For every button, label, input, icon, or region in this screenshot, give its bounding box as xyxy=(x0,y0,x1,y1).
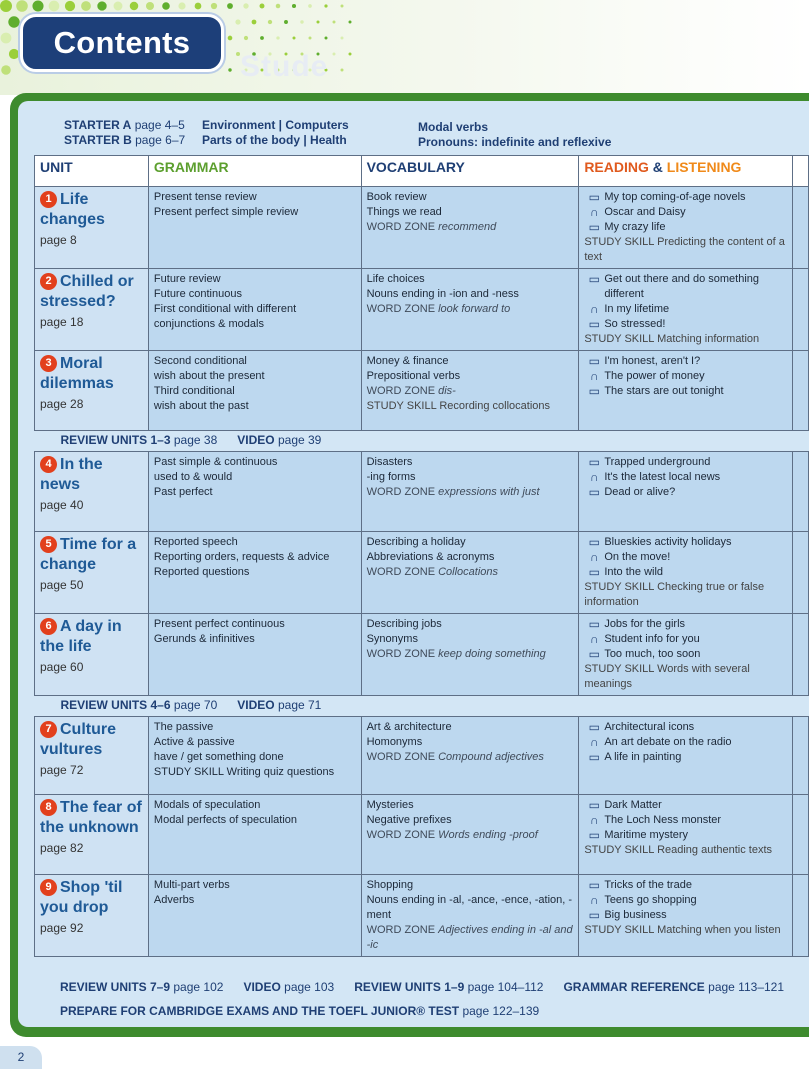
column-header-grammar: GRAMMAR xyxy=(148,156,361,187)
unit-row-5 xyxy=(35,532,809,614)
rl-item xyxy=(584,617,787,632)
rl-item xyxy=(584,190,787,205)
reading-listening-cell xyxy=(579,269,793,351)
grammar-item: Modal perfects of speculation xyxy=(153,814,298,826)
video-page: page 103 xyxy=(284,980,335,994)
vocabulary-cell xyxy=(361,875,579,957)
unit-row-6 xyxy=(35,614,809,696)
rl-title: Oscar and Daisy xyxy=(604,206,686,218)
word-zone-label: WORD ZONE xyxy=(366,486,436,498)
rl-item xyxy=(584,485,787,500)
starter-a-topics: Environment | Computers xyxy=(202,118,349,132)
unit-number-badge: 2 xyxy=(40,273,57,290)
grammar-item: Present perfect simple review xyxy=(153,206,299,218)
vocabulary-item: Things we read xyxy=(366,206,442,218)
rl-title: Tricks of the trade xyxy=(604,879,692,891)
video-label: VIDEO xyxy=(243,980,281,994)
book-icon: ▭ xyxy=(588,617,600,631)
unit-title xyxy=(40,272,143,312)
rl-title: Into the wild xyxy=(604,566,664,578)
study-skill: STUDY SKILL Reading authentic texts xyxy=(584,844,773,856)
video-label: VIDEO xyxy=(237,433,275,447)
grammar-item: Modals of speculation xyxy=(153,799,261,811)
rl-title: So stressed! xyxy=(604,318,666,330)
word-zone xyxy=(367,828,574,843)
vocabulary-item: Life choices xyxy=(366,273,425,285)
unit-cell xyxy=(35,452,149,532)
unit-title-text: Culture vultures xyxy=(40,721,116,758)
headphones-icon: ∩ xyxy=(590,735,599,749)
listening-label: LISTENING xyxy=(666,159,742,175)
rl-title: Dead or alive? xyxy=(604,486,676,498)
column-header-reading-listening xyxy=(579,156,793,187)
reading-label: READING xyxy=(584,159,649,175)
rl-title: Architectural icons xyxy=(604,721,695,733)
word-zone-label: WORD ZONE xyxy=(366,648,436,660)
word-zone-label: WORD ZONE xyxy=(366,221,436,233)
vocabulary-item: Art & architecture xyxy=(366,721,452,733)
starter-b-label: STARTER B xyxy=(64,133,132,147)
reading-listening-cell xyxy=(579,351,793,431)
rl-item xyxy=(584,470,787,485)
review-row-1 xyxy=(35,696,809,717)
rl-item xyxy=(584,220,787,235)
book-icon: ▭ xyxy=(588,878,600,892)
exam-prep-row xyxy=(60,1004,539,1018)
rl-item xyxy=(584,384,787,399)
rl-title: On the move! xyxy=(604,551,671,563)
rl-title: It's the latest local news xyxy=(604,471,721,483)
book-icon: ▭ xyxy=(588,798,600,812)
extra-column-cell xyxy=(793,351,809,431)
book-icon: ▭ xyxy=(588,647,600,661)
word-zone-label: WORD ZONE xyxy=(366,303,436,315)
book-icon: ▭ xyxy=(588,190,600,204)
extra-column-cell xyxy=(793,795,809,875)
word-zone xyxy=(367,923,574,953)
unit-title-text: The fear of the unknown xyxy=(40,799,142,836)
word-zone-text: expressions with just xyxy=(438,486,540,498)
unit-cell xyxy=(35,795,149,875)
rl-item xyxy=(584,535,787,550)
unit-page: page 82 xyxy=(40,841,84,855)
extra-column-cell xyxy=(793,614,809,696)
unit-title xyxy=(40,617,143,657)
reading-listening-cell xyxy=(579,614,793,696)
exam-prep-page: page 122–139 xyxy=(462,1004,540,1018)
grammar-item: wish about the past xyxy=(153,400,249,412)
vocabulary-item: -ing forms xyxy=(366,471,416,483)
vocabulary-item: Describing a holiday xyxy=(366,536,466,548)
rl-title: Dark Matter xyxy=(604,799,662,811)
rl-title: My crazy life xyxy=(604,221,666,233)
grammar-item: Third conditional xyxy=(153,385,235,397)
study-skill: STUDY SKILL Matching when you listen xyxy=(584,924,781,936)
extra-column-cell xyxy=(793,187,809,269)
word-zone-text: Collocations xyxy=(438,566,499,578)
unit-title-text: Life changes xyxy=(40,191,105,228)
starter-b-page: page 6–7 xyxy=(135,133,186,147)
grammar-item: Present perfect continuous xyxy=(153,618,285,630)
review-cell xyxy=(35,431,809,452)
rl-title: Jobs for the girls xyxy=(604,618,686,630)
reading-listening-cell xyxy=(579,532,793,614)
starter-b xyxy=(64,133,185,148)
rl-title: Too much, too soon xyxy=(604,648,701,660)
book-icon: ▭ xyxy=(588,720,600,734)
unit-row-3 xyxy=(35,351,809,431)
unit-title-text: Shop 'til you drop xyxy=(40,879,123,916)
vocabulary-item: Negative prefixes xyxy=(366,814,452,826)
rl-title: Maritime mystery xyxy=(604,829,689,841)
rl-item xyxy=(584,272,787,302)
vocabulary-item: Mysteries xyxy=(366,799,414,811)
unit-cell xyxy=(35,269,149,351)
rl-title: I'm honest, aren't I? xyxy=(604,355,701,367)
rl-title: An art debate on the radio xyxy=(604,736,732,748)
vocabulary-item: Shopping xyxy=(366,879,414,891)
rl-item xyxy=(584,205,787,220)
word-zone xyxy=(367,485,574,500)
headphones-icon: ∩ xyxy=(590,893,599,907)
grammar-item: Reported questions xyxy=(153,566,250,578)
grammar-reference-page: page 113–121 xyxy=(708,980,785,994)
extra-column-cell xyxy=(793,717,809,795)
unit-title xyxy=(40,720,143,760)
review-1-9-page: page 104–112 xyxy=(467,980,544,994)
headphones-icon: ∩ xyxy=(590,302,599,316)
rl-title: A life in painting xyxy=(604,751,682,763)
rl-title: Big business xyxy=(604,909,667,921)
rl-title: In my lifetime xyxy=(604,303,670,315)
grammar-item: Past perfect xyxy=(153,486,213,498)
grammar-reference-label: GRAMMAR REFERENCE xyxy=(563,980,705,994)
headphones-icon: ∩ xyxy=(590,550,599,564)
rl-item xyxy=(584,455,787,470)
rl-title: The power of money xyxy=(604,370,705,382)
starter-b-grammar: Pronouns: indefinite and reflexive xyxy=(418,135,612,149)
reading-listening-cell xyxy=(579,452,793,532)
review-7-9-label: REVIEW UNITS 7–9 xyxy=(60,980,171,994)
book-icon: ▭ xyxy=(588,828,600,842)
starter-a-grammar: Modal verbs xyxy=(418,120,489,134)
word-zone xyxy=(367,647,574,662)
extra-column-cell xyxy=(793,532,809,614)
book-icon: ▭ xyxy=(588,384,600,398)
rl-title: Trapped underground xyxy=(604,456,711,468)
vocabulary-cell xyxy=(361,795,579,875)
vocabulary-cell xyxy=(361,452,579,532)
vocabulary-study-skill: STUDY SKILL Recording collocations xyxy=(366,400,551,412)
unit-page: page 50 xyxy=(40,578,84,592)
word-zone-label: WORD ZONE xyxy=(366,924,436,936)
review-label: REVIEW UNITS 4–6 xyxy=(60,698,171,712)
word-zone xyxy=(367,220,574,235)
book-icon: ▭ xyxy=(588,565,600,579)
book-icon: ▭ xyxy=(588,317,600,331)
unit-title xyxy=(40,455,143,495)
unit-page: page 72 xyxy=(40,763,84,777)
rl-item xyxy=(584,908,787,923)
book-icon: ▭ xyxy=(588,535,600,549)
rl-item xyxy=(584,720,787,735)
column-header-extra xyxy=(793,156,809,187)
unit-number-badge: 5 xyxy=(40,536,57,553)
unit-page: page 8 xyxy=(40,233,77,247)
review-cell xyxy=(35,696,809,717)
grammar-cell xyxy=(148,532,361,614)
grammar-item: have / get something done xyxy=(153,751,284,763)
rl-title: Get out there and do something different xyxy=(604,273,760,300)
grammar-cell xyxy=(148,351,361,431)
page-number: 2 xyxy=(0,1046,42,1069)
reading-listening-cell xyxy=(579,187,793,269)
vocabulary-item: Prepositional verbs xyxy=(366,370,461,382)
rl-item xyxy=(584,565,787,580)
vocabulary-cell xyxy=(361,717,579,795)
word-zone-text: dis- xyxy=(438,385,456,397)
rl-item xyxy=(584,302,787,317)
reading-listening-cell xyxy=(579,875,793,957)
unit-row-4 xyxy=(35,452,809,532)
vocabulary-item: Describing jobs xyxy=(366,618,442,630)
book-icon: ▭ xyxy=(588,908,600,922)
unit-number-badge: 4 xyxy=(40,456,57,473)
word-zone-label: WORD ZONE xyxy=(366,385,436,397)
unit-number-badge: 8 xyxy=(40,799,57,816)
grammar-item: Reported speech xyxy=(153,536,238,548)
unit-row-2 xyxy=(35,269,809,351)
rl-title: My top coming-of-age novels xyxy=(604,191,746,203)
extra-column-cell xyxy=(793,875,809,957)
vocabulary-item: Abbreviations & acronyms xyxy=(366,551,495,563)
unit-title xyxy=(40,798,143,838)
unit-cell xyxy=(35,717,149,795)
unit-title-text: Chilled or stressed? xyxy=(40,273,134,310)
unit-page: page 40 xyxy=(40,498,84,512)
vocabulary-item: Money & finance xyxy=(366,355,449,367)
unit-cell xyxy=(35,351,149,431)
word-zone xyxy=(367,302,574,317)
unit-cell xyxy=(35,187,149,269)
rl-item xyxy=(584,798,787,813)
exam-prep-label: PREPARE FOR CAMBRIDGE EXAMS AND THE TOEFL JUNIOR® TEST xyxy=(60,1004,460,1018)
rl-item xyxy=(584,354,787,369)
word-zone-text: recommend xyxy=(438,221,497,233)
grammar-item: Active & passive xyxy=(153,736,235,748)
unit-title-text: Moral dilemmas xyxy=(40,355,114,392)
rl-item xyxy=(584,369,787,384)
word-zone-text: Words ending -proof xyxy=(438,829,538,841)
starter-a-page: page 4–5 xyxy=(134,118,185,132)
unit-number-badge: 6 xyxy=(40,618,57,635)
video-page: page 39 xyxy=(277,433,322,447)
book-icon: ▭ xyxy=(588,485,600,499)
rl-item xyxy=(584,750,787,765)
book-icon: ▭ xyxy=(588,455,600,469)
book-icon: ▭ xyxy=(588,354,600,368)
review-row-0 xyxy=(35,431,809,452)
grammar-cell xyxy=(148,795,361,875)
vocabulary-cell xyxy=(361,187,579,269)
rl-item xyxy=(584,647,787,662)
unit-row-8 xyxy=(35,795,809,875)
rl-item xyxy=(584,813,787,828)
vocabulary-item: Disasters xyxy=(366,456,413,468)
grammar-cell xyxy=(148,614,361,696)
word-zone-label: WORD ZONE xyxy=(366,751,436,763)
grammar-item: STUDY SKILL Writing quiz questions xyxy=(153,766,335,778)
grammar-cell xyxy=(148,452,361,532)
headphones-icon: ∩ xyxy=(590,205,599,219)
unit-title xyxy=(40,535,143,575)
reading-listening-cell xyxy=(579,717,793,795)
rl-title: Student info for you xyxy=(604,633,700,645)
review-1-9-label: REVIEW UNITS 1–9 xyxy=(354,980,465,994)
video-page: page 71 xyxy=(277,698,322,712)
unit-row-9 xyxy=(35,875,809,957)
unit-number-badge: 3 xyxy=(40,355,57,372)
bottom-review-row xyxy=(60,980,784,994)
rl-item xyxy=(584,878,787,893)
vocabulary-item: Nouns ending in -ion and -ness xyxy=(366,288,519,300)
grammar-item: Second conditional xyxy=(153,355,247,367)
book-icon: ▭ xyxy=(588,220,600,234)
headphones-icon: ∩ xyxy=(590,813,599,827)
column-header-vocabulary: VOCABULARY xyxy=(361,156,579,187)
unit-title-text: Time for a change xyxy=(40,536,137,573)
contents-table xyxy=(34,155,809,957)
review-page: page 38 xyxy=(173,433,218,447)
grammar-item: Past simple & continuous xyxy=(153,456,278,468)
rl-item xyxy=(584,735,787,750)
review-7-9-page: page 102 xyxy=(173,980,224,994)
vocabulary-cell xyxy=(361,351,579,431)
grammar-item: Future review xyxy=(153,273,221,285)
unit-number-badge: 1 xyxy=(40,191,57,208)
grammar-cell xyxy=(148,717,361,795)
unit-cell xyxy=(35,614,149,696)
grammar-item: The passive xyxy=(153,721,214,733)
grammar-item: Reporting orders, requests & advice xyxy=(153,551,330,563)
study-skill: STUDY SKILL Predicting the content of a text xyxy=(584,236,785,263)
grammar-item: wish about the present xyxy=(153,370,265,382)
rl-item xyxy=(584,828,787,843)
study-skill: STUDY SKILL Matching information xyxy=(584,333,760,345)
starter-b-topics: Parts of the body | Health xyxy=(202,133,347,147)
word-zone xyxy=(367,565,574,580)
grammar-item: Future continuous xyxy=(153,288,242,300)
word-zone-text: look forward to xyxy=(438,303,511,315)
video-label: VIDEO xyxy=(237,698,275,712)
review-page: page 70 xyxy=(173,698,218,712)
rl-item xyxy=(584,317,787,332)
unit-title-text: A day in the life xyxy=(40,618,122,655)
unit-title xyxy=(40,878,143,918)
headphones-icon: ∩ xyxy=(590,470,599,484)
study-skill: STUDY SKILL Words with several meanings xyxy=(584,663,750,690)
unit-page: page 28 xyxy=(40,397,84,411)
unit-title xyxy=(40,354,143,394)
unit-title xyxy=(40,190,143,230)
grammar-item: Present tense review xyxy=(153,191,257,203)
study-skill: STUDY SKILL Checking true or false information xyxy=(584,581,765,608)
headphones-icon: ∩ xyxy=(590,369,599,383)
grammar-cell xyxy=(148,187,361,269)
reading-listening-cell xyxy=(579,795,793,875)
word-zone-text: Compound adjectives xyxy=(438,751,544,763)
extra-column-cell xyxy=(793,452,809,532)
unit-title-text: In the news xyxy=(40,456,103,493)
unit-row-7 xyxy=(35,717,809,795)
unit-page: page 92 xyxy=(40,921,84,935)
unit-page: page 60 xyxy=(40,660,84,674)
headphones-icon: ∩ xyxy=(590,632,599,646)
word-zone-label: WORD ZONE xyxy=(366,566,436,578)
rl-title: The Loch Ness monster xyxy=(604,814,722,826)
word-zone-text: keep doing something xyxy=(438,648,546,660)
rl-title: Blueskies activity holidays xyxy=(604,536,732,548)
vocabulary-cell xyxy=(361,614,579,696)
grammar-cell xyxy=(148,269,361,351)
word-zone-text: Adjectives ending in -al and -ic xyxy=(366,924,573,951)
book-icon: ▭ xyxy=(588,750,600,764)
ampersand: & xyxy=(652,159,663,175)
starter-a-label: STARTER A xyxy=(64,118,132,132)
vocabulary-cell xyxy=(361,269,579,351)
vocabulary-item: Synonyms xyxy=(366,633,418,645)
unit-cell xyxy=(35,875,149,957)
book-icon: ▭ xyxy=(588,272,600,286)
rl-title: The stars are out tonight xyxy=(604,385,724,397)
starter-a xyxy=(64,118,185,133)
rl-item xyxy=(584,632,787,647)
review-label: REVIEW UNITS 1–3 xyxy=(60,433,171,447)
rl-item xyxy=(584,550,787,565)
grammar-cell xyxy=(148,875,361,957)
unit-page: page 18 xyxy=(40,315,84,329)
word-zone xyxy=(367,384,574,399)
column-header-unit: UNIT xyxy=(35,156,149,187)
ghost-heading: Stude xyxy=(240,50,329,83)
extra-column-cell xyxy=(793,269,809,351)
unit-row-1 xyxy=(35,187,809,269)
grammar-item: Adverbs xyxy=(153,894,195,906)
unit-number-badge: 7 xyxy=(40,721,57,738)
vocabulary-item: Homonyms xyxy=(366,736,423,748)
grammar-item: Gerunds & infinitives xyxy=(153,633,255,645)
vocabulary-item: Nouns ending in -al, -ance, -ence, -ation, -ment xyxy=(366,894,573,921)
vocabulary-cell xyxy=(361,532,579,614)
rl-title: Teens go shopping xyxy=(604,894,697,906)
rl-item xyxy=(584,893,787,908)
unit-cell xyxy=(35,532,149,614)
grammar-item: First conditional with different conjunctions & modals xyxy=(153,303,297,330)
page-title: Contents xyxy=(20,14,224,72)
word-zone-label: WORD ZONE xyxy=(366,829,436,841)
grammar-item: used to & would xyxy=(153,471,233,483)
vocabulary-item: Book review xyxy=(366,191,427,203)
grammar-item: Multi-part verbs xyxy=(153,879,230,891)
unit-number-badge: 9 xyxy=(40,879,57,896)
word-zone xyxy=(367,750,574,765)
